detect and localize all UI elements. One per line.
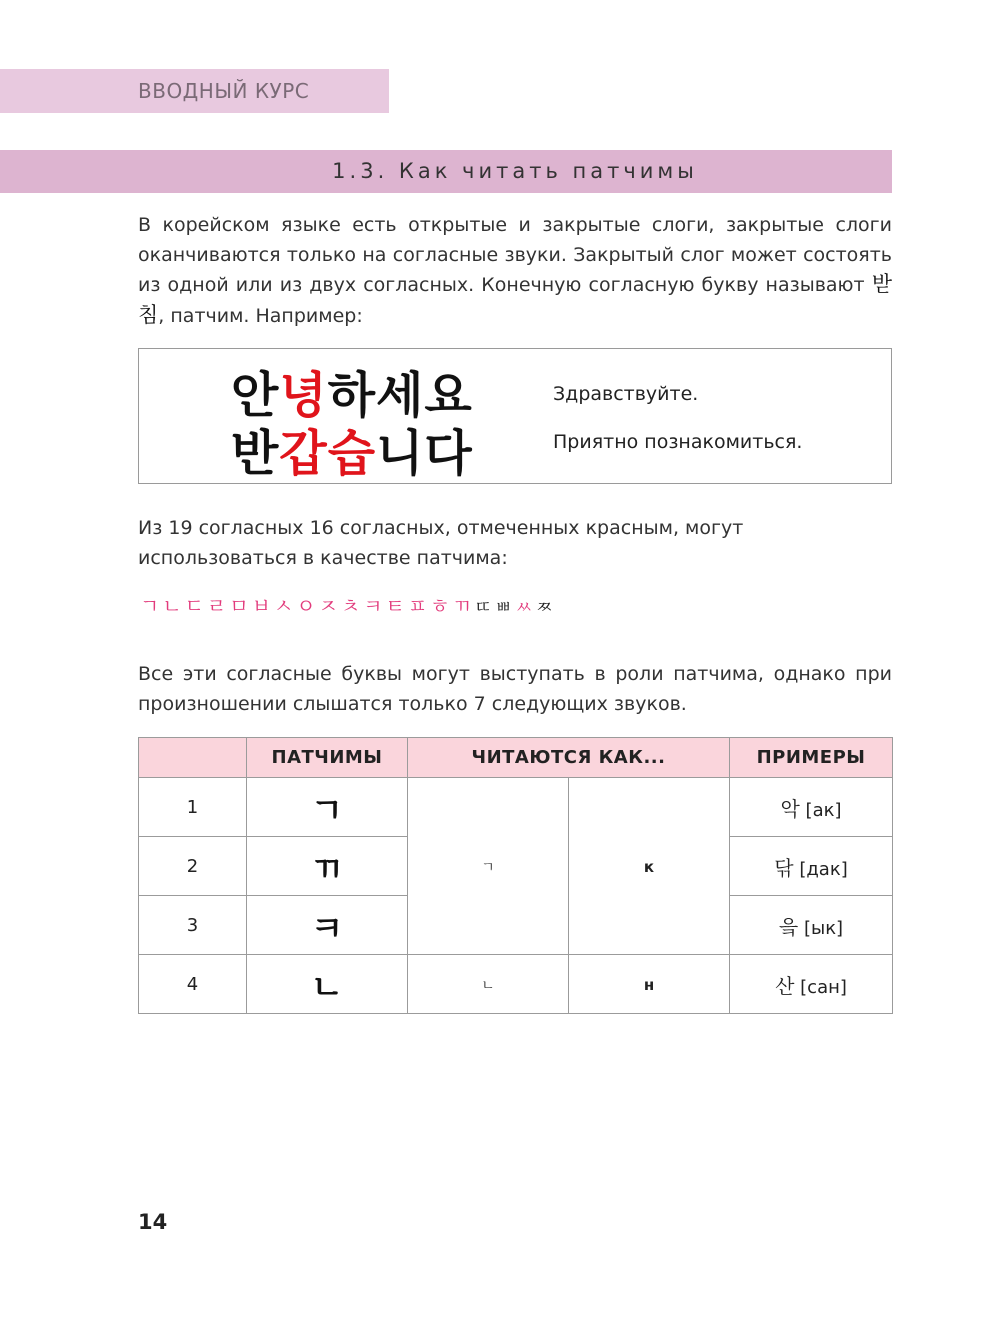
jamo-glyph: ㄱ [481, 859, 495, 876]
sound-letter: н [643, 975, 655, 994]
header-read-as: ЧИТАЮТСЯ КАК... [408, 738, 730, 778]
header-patchims: ПАТЧИМЫ [247, 738, 408, 778]
example-korean: 산 [775, 973, 795, 998]
patchim-glyph: ㅋ [310, 908, 344, 949]
sounds-paragraph: Все эти согласные буквы могут выступать в роли патчима, однако при произношении слышатся только 7 следующих звуков. [138, 663, 892, 715]
table-row [139, 778, 893, 837]
translation-1: Здравствуйте. [553, 383, 699, 405]
header-empty [139, 738, 247, 778]
intro-text: В корейском языке есть открытые и закрытые слоги, закрытые слоги оканчиваются только на согласные звуки. Закрытый слог может состоять из одной или из двух согласных. Конечную согласную букву называют [138, 214, 892, 296]
patchim-table [138, 737, 893, 1014]
consonant-bb: ㅃ [495, 598, 512, 618]
table-header-row [139, 738, 893, 778]
patchim-cell [247, 896, 408, 955]
section-title: 1.3. Как читать патчимы [332, 159, 698, 183]
page-number: 14 [138, 1210, 168, 1234]
row-number: 2 [139, 837, 247, 896]
jamo-glyph: ㄴ [481, 977, 495, 994]
example-cell [730, 896, 893, 955]
korean-greeting-line-2 [231, 415, 473, 485]
read-as-sound [569, 778, 730, 955]
consonant-list [140, 590, 557, 618]
table-row [139, 955, 893, 1014]
patchim-glyph: ㄲ [310, 849, 344, 890]
example-box [138, 348, 892, 484]
header-examples: ПРИМЕРЫ [730, 738, 893, 778]
intro-paragraph [138, 211, 892, 331]
sound-letter: к [643, 857, 655, 876]
example-transcription: [сан] [800, 976, 847, 998]
syllable: 하세요 [327, 367, 473, 424]
syllable-highlight: 녕 [279, 367, 328, 424]
patchim-cell [247, 837, 408, 896]
translation-2: Приятно познакомиться. [553, 431, 803, 453]
consonants-paragraph: Из 19 согласных 16 согласных, отмеченных красным, могут использоваться в качестве патчима: [138, 517, 744, 569]
read-as-jamo [408, 778, 569, 955]
syllable: 반 [231, 425, 280, 482]
patchim-cell [247, 778, 408, 837]
syllable-highlight: 습 [327, 425, 377, 482]
example-korean: 악 [780, 796, 800, 821]
example-transcription: [ак] [805, 799, 842, 821]
example-korean: 읔 [778, 914, 799, 939]
row-number: 1 [139, 778, 247, 837]
consonant-dd: ㄸ [474, 598, 492, 618]
syllable: 안 [231, 367, 280, 424]
batchim-term: 받침 [138, 272, 892, 327]
consonant-ss: ㅆ [515, 598, 533, 618]
course-label: ВВОДНЫЙ КУРС [138, 79, 310, 103]
syllable-highlight: 갑 [279, 425, 328, 482]
patchim-glyph: ㄱ [310, 790, 344, 831]
patchim-glyph: ㄴ [310, 967, 344, 1008]
read-as-sound [569, 955, 730, 1014]
example-transcription: [ык] [803, 917, 844, 939]
consonant-jj: ㅉ [536, 598, 553, 618]
section-title-band [0, 150, 892, 193]
batchim-consonants: ㄱㄴㄷㄹㅁㅂㅅㅇㅈㅊㅋㅌㅍㅎㄲ [140, 594, 475, 618]
example-korean: 닦 [774, 855, 794, 880]
read-as-jamo [408, 955, 569, 1014]
patchim-cell [247, 955, 408, 1014]
row-number: 3 [139, 896, 247, 955]
intro-text-end: , патчим. Например: [158, 304, 363, 327]
example-cell [730, 837, 893, 896]
course-header-band [0, 69, 389, 113]
row-number: 4 [139, 955, 247, 1014]
example-cell [730, 778, 893, 837]
example-cell [730, 955, 893, 1014]
syllable: 니다 [376, 425, 473, 482]
example-transcription: [дак] [799, 858, 848, 880]
